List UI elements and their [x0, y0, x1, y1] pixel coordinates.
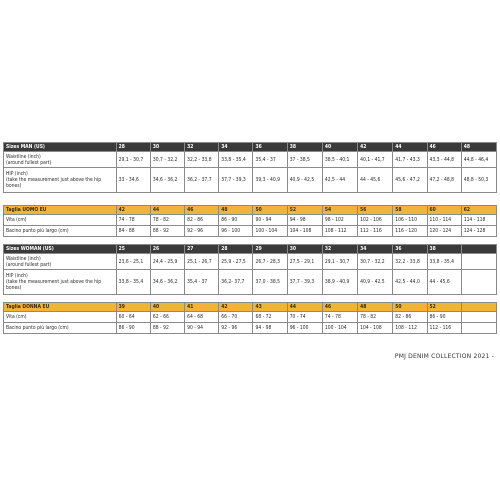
- cell: 38: [287, 143, 322, 152]
- row-label: Bacino punto più largo (cm): [4, 226, 117, 237]
- cell: 50: [253, 206, 287, 215]
- cell: 62: [461, 206, 496, 215]
- woman-hip-row: [4, 270, 497, 295]
- woman-header-row: [4, 245, 497, 254]
- cell: 120 - 124: [427, 226, 461, 237]
- cell: 36,2 - 37,7: [185, 168, 219, 193]
- cell: 23,6 - 25,1: [116, 254, 150, 270]
- cell: 42,5 - 44: [322, 168, 357, 193]
- cell: 24,4 - 25,9: [150, 254, 184, 270]
- cell: 52: [287, 206, 322, 215]
- spacer: [4, 237, 497, 245]
- cell: 40: [322, 143, 357, 152]
- row-label: Bacino punto più largo (cm): [4, 323, 117, 334]
- cell: 41,7 - 43,3: [393, 152, 427, 168]
- cell: 30: [287, 245, 322, 254]
- cell: 74 - 78: [322, 312, 357, 323]
- cell: 41: [185, 303, 219, 312]
- cell: 38: [427, 245, 461, 254]
- cell: 38,5 - 40,1: [322, 152, 357, 168]
- cell: 48: [219, 206, 253, 215]
- cell: 82 - 86: [185, 215, 219, 226]
- cell: 34: [219, 143, 253, 152]
- cell: 27,5 - 29,1: [287, 254, 322, 270]
- row-label: Waistline (inch) (around fullest part): [4, 254, 117, 270]
- cell: 44: [393, 143, 427, 152]
- cell: 30,7 - 32,2: [150, 152, 184, 168]
- row-label: Taglia DONNA EU: [4, 303, 117, 312]
- cell: 36,2- 37,7: [219, 270, 253, 295]
- cell: 44,8 - 46,4: [461, 152, 496, 168]
- row-label: HIP (inch) (take the measurement just above the hip bones): [4, 270, 117, 295]
- cell: 34,6 - 36,2: [150, 168, 184, 193]
- collection-footer: PMJ DENIM COLLECTION 2021 -: [394, 353, 494, 360]
- cell: 30: [150, 143, 184, 152]
- cell: 25: [116, 245, 150, 254]
- size-chart: [3, 142, 497, 334]
- cell: 86 - 90: [427, 312, 461, 323]
- cell: 96 - 100: [287, 323, 322, 334]
- cell: 114 - 118: [461, 215, 496, 226]
- cell: 29,1 - 30,7: [322, 254, 357, 270]
- cell: 38,9 - 40,9: [322, 270, 357, 295]
- cell: 56: [358, 206, 393, 215]
- cell: [461, 270, 496, 295]
- cell: 44 - 45,6: [358, 168, 393, 193]
- spacer: [4, 193, 497, 206]
- cell: 37 - 38,5: [287, 152, 322, 168]
- donna-header-row: [4, 303, 497, 312]
- cell: 90 - 94: [185, 323, 219, 334]
- cell: 98 - 102: [322, 215, 357, 226]
- cell: 39,3 - 40,9: [253, 168, 287, 193]
- cell: 44: [150, 206, 184, 215]
- cell: 46: [427, 143, 461, 152]
- cell: 108 - 112: [322, 226, 357, 237]
- cell: 42: [116, 206, 150, 215]
- cell: 64 - 68: [185, 312, 219, 323]
- row-label: Sizes MAN (US): [4, 143, 117, 152]
- cell: 40,1 - 41,7: [358, 152, 393, 168]
- cell: 70 - 74: [287, 312, 322, 323]
- cell: 104 - 108: [287, 226, 322, 237]
- spacer-row: [4, 193, 497, 206]
- cell: 35,4 - 37: [253, 152, 287, 168]
- donna-bacino-row: [4, 323, 497, 334]
- cell: 29,1 - 30,7: [116, 152, 150, 168]
- row-label: Sizes WOMAN (US): [4, 245, 117, 254]
- man-waist-row: [4, 152, 497, 168]
- cell: 44: [287, 303, 322, 312]
- row-label: Vita (cm): [4, 312, 117, 323]
- cell: 62 - 66: [150, 312, 184, 323]
- spacer-row: [4, 295, 497, 303]
- uomo-header-row: [4, 206, 497, 215]
- cell: 37,7 - 39,3: [287, 270, 322, 295]
- cell: 32: [185, 143, 219, 152]
- cell: 28: [116, 143, 150, 152]
- cell: 47,2 - 48,8: [427, 168, 461, 193]
- row-label: Vita (cm): [4, 215, 117, 226]
- cell: 37,0 - 38,5: [253, 270, 287, 295]
- cell: 29: [253, 245, 287, 254]
- spacer: [4, 295, 497, 303]
- cell: 66 - 70: [219, 312, 253, 323]
- cell: 106 - 110: [393, 215, 427, 226]
- cell: 54: [322, 206, 357, 215]
- cell: 82 - 86: [393, 312, 427, 323]
- cell: 100 - 104: [253, 226, 287, 237]
- cell: 52: [427, 303, 461, 312]
- cell: 37,7 - 39,3: [219, 168, 253, 193]
- cell: 90 - 94: [253, 215, 287, 226]
- cell: 48: [358, 303, 393, 312]
- row-label: Waistline (inch) (around fullest part): [4, 152, 117, 168]
- cell: [461, 245, 496, 254]
- cell: 44 - 45,6: [427, 270, 461, 295]
- cell: 27: [185, 245, 219, 254]
- cell: 48: [461, 143, 496, 152]
- cell: 48,8 - 50,3: [461, 168, 496, 193]
- cell: 42: [219, 303, 253, 312]
- cell: 60: [427, 206, 461, 215]
- cell: [461, 312, 496, 323]
- cell: 36: [253, 143, 287, 152]
- man-header-row: [4, 143, 497, 152]
- cell: 33,8 - 35,4: [116, 270, 150, 295]
- cell: 78 - 82: [358, 312, 393, 323]
- cell: [461, 323, 496, 334]
- cell: 46: [322, 303, 357, 312]
- cell: 86 - 90: [219, 215, 253, 226]
- cell: 39: [116, 303, 150, 312]
- cell: 42: [358, 143, 393, 152]
- cell: 34,6 - 36,2: [150, 270, 184, 295]
- cell: 43: [253, 303, 287, 312]
- cell: 100 - 104: [322, 323, 357, 334]
- cell: 32: [322, 245, 357, 254]
- cell: 78 - 82: [150, 215, 184, 226]
- cell: 26: [150, 245, 184, 254]
- cell: 33,8 - 35,4: [427, 254, 461, 270]
- row-label: HIP (inch) (take the measurement just above the hip bones): [4, 168, 117, 193]
- cell: 34: [358, 245, 393, 254]
- size-table: [3, 142, 497, 334]
- cell: 94 - 98: [253, 323, 287, 334]
- cell: 92 - 96: [219, 323, 253, 334]
- cell: 40,9 - 42,5: [358, 270, 393, 295]
- cell: 32,2 - 33,8: [393, 254, 427, 270]
- cell: 104 - 108: [358, 323, 393, 334]
- cell: 116 - 120: [393, 226, 427, 237]
- cell: 30,7 - 32,2: [358, 254, 393, 270]
- cell: 26,7 - 28,3: [253, 254, 287, 270]
- cell: 94 - 98: [287, 215, 322, 226]
- cell: 25,9 - 27,5: [219, 254, 253, 270]
- cell: 43,3 - 44,8: [427, 152, 461, 168]
- cell: 33,8 - 35,4: [219, 152, 253, 168]
- cell: 112 - 116: [427, 323, 461, 334]
- cell: 58: [393, 206, 427, 215]
- cell: 50: [393, 303, 427, 312]
- cell: 88 - 92: [150, 226, 184, 237]
- cell: 96 - 100: [219, 226, 253, 237]
- cell: 28: [219, 245, 253, 254]
- spacer-row: [4, 237, 497, 245]
- cell: 68 - 72: [253, 312, 287, 323]
- cell: 102 - 106: [358, 215, 393, 226]
- uomo-vita-row: [4, 215, 497, 226]
- cell: 88 - 92: [150, 323, 184, 334]
- cell: 110 - 114: [427, 215, 461, 226]
- donna-vita-row: [4, 312, 497, 323]
- cell: 112 - 116: [358, 226, 393, 237]
- cell: 74 - 78: [116, 215, 150, 226]
- cell: 32,2 - 33,8: [185, 152, 219, 168]
- woman-waist-row: [4, 254, 497, 270]
- cell: [461, 303, 496, 312]
- cell: 46: [185, 206, 219, 215]
- cell: 45,6 - 47,2: [393, 168, 427, 193]
- cell: 108 - 112: [393, 323, 427, 334]
- cell: 86 - 90: [116, 323, 150, 334]
- cell: 84 - 88: [116, 226, 150, 237]
- cell: 25,1 - 26,7: [185, 254, 219, 270]
- cell: 124 - 128: [461, 226, 496, 237]
- cell: 42,5 - 44,0: [393, 270, 427, 295]
- cell: 92 - 96: [185, 226, 219, 237]
- row-label: Taglia UOMO EU: [4, 206, 117, 215]
- uomo-bacino-row: [4, 226, 497, 237]
- cell: 40: [150, 303, 184, 312]
- cell: 36: [393, 245, 427, 254]
- cell: [461, 254, 496, 270]
- man-hip-row: [4, 168, 497, 193]
- cell: 35,4 - 37: [185, 270, 219, 295]
- cell: 33 - 34,6: [116, 168, 150, 193]
- cell: 60 - 64: [116, 312, 150, 323]
- cell: 40,9 - 42,5: [287, 168, 322, 193]
